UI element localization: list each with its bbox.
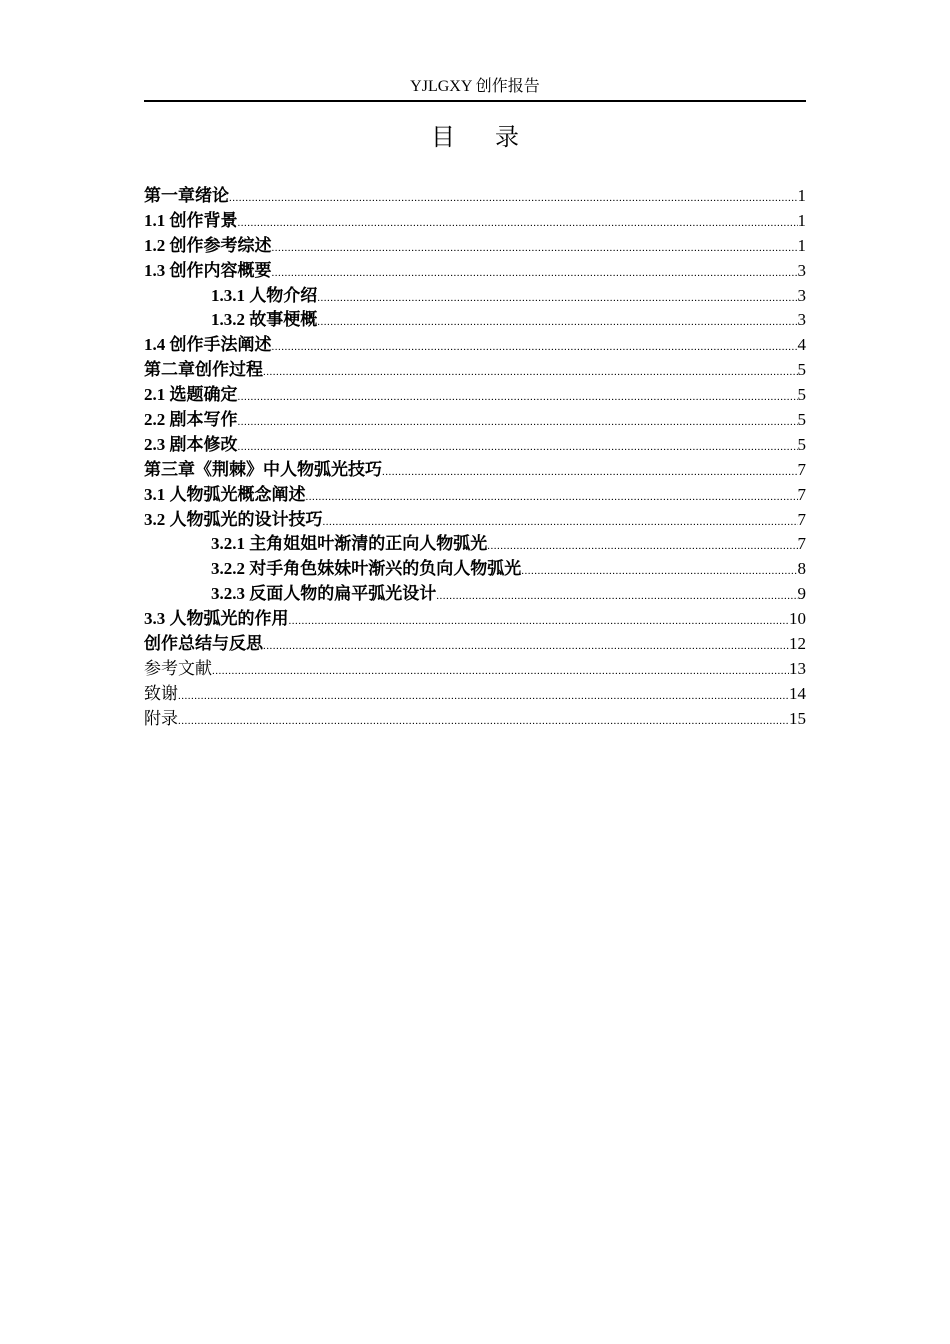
toc-entry-label: 第二章创作过程 [144,360,263,380]
toc-dot-leader [323,510,798,533]
toc-entry[interactable] [144,358,806,383]
toc-entry[interactable] [144,508,806,533]
toc-entry-label: 致谢 [144,683,178,703]
toc-entry-label: 1.4 创作手法阐述 [144,335,272,355]
toc-dot-leader [229,186,798,209]
toc-entry-page-number: 1 [797,210,806,230]
toc-dot-leader [436,584,797,607]
toc-entry-label: 3.2.3 反面人物的扁平弧光设计 [211,584,437,604]
toc-entry-label: 3.2.2 对手角色妹妹叶渐兴的负向人物弧光 [211,559,522,579]
toc-entry-page-number: 13 [789,658,806,678]
toc-entry-label: 1.3.1 人物介绍 [211,285,318,305]
toc-entry[interactable] [144,333,806,358]
toc-entry-page-number: 7 [797,509,806,529]
toc-dot-leader [487,534,797,557]
toc-entry[interactable] [144,234,806,259]
toc-entry-label: 2.3 剧本修改 [144,434,238,454]
toc-entry-label: 2.1 选题确定 [144,385,238,405]
toc-entry-label: 参考文献 [144,658,212,678]
toc-entry[interactable] [144,532,806,557]
toc-entry[interactable] [144,682,806,707]
toc-entry-page-number: 1 [797,186,806,205]
toc-entry-page-number: 5 [797,410,806,430]
toc-dot-leader [272,236,798,259]
toc-dot-leader [289,609,790,632]
toc-dot-leader [178,709,789,732]
toc-entry-page-number: 3 [797,260,806,280]
toc-dot-leader [317,310,797,333]
toc-entry-label: 第一章绪论 [144,186,229,205]
toc-entry-page-number: 15 [789,708,806,728]
toc-dot-leader [238,435,798,458]
toc-entry-page-number: 5 [797,385,806,405]
toc-entry-label: 创作总结与反思 [144,634,263,654]
toc-entry-label: 3.2.1 主角姐姐叶渐清的正向人物弧光 [211,534,488,554]
toc-entry-page-number: 12 [789,634,806,654]
toc-entry[interactable] [144,259,806,284]
toc-entry-label: 1.3.2 故事梗概 [211,310,318,330]
toc-entry[interactable] [144,607,806,632]
toc-entry-label: 3.2 人物弧光的设计技巧 [144,509,323,529]
toc-entry[interactable] [144,308,806,333]
toc-entry[interactable] [144,184,806,209]
toc-dot-leader [263,360,798,383]
toc-dot-leader [212,659,789,682]
toc-entry-page-number: 3 [797,285,806,305]
toc-entry-label: 3.3 人物弧光的作用 [144,609,289,629]
toc-entry-label: 2.2 剧本写作 [144,410,238,430]
toc-dot-leader [317,286,797,309]
toc-entry[interactable] [144,632,806,657]
toc-entry[interactable] [144,284,806,309]
toc-entry[interactable] [144,657,806,682]
toc-dot-leader [263,634,789,657]
toc-entry-label: 1.3 创作内容概要 [144,260,272,280]
toc-entry-page-number: 7 [797,534,806,554]
toc-entry-page-number: 3 [797,310,806,330]
toc-entry-page-number: 5 [797,360,806,380]
toc-dot-leader [521,559,797,582]
toc-entry-page-number: 7 [797,484,806,504]
toc-entry[interactable] [144,707,806,732]
toc-entry-page-number: 8 [797,559,806,579]
toc-entry[interactable] [144,209,806,234]
toc-title: 目录 [431,123,559,151]
toc-entry[interactable] [144,458,806,483]
toc-entry[interactable] [144,483,806,508]
toc-dot-leader [306,485,798,508]
toc-dot-leader [272,335,798,358]
toc-dot-leader [238,211,798,234]
header-rule [144,100,806,102]
toc-entry-label: 第三章《荆棘》中人物弧光技巧 [144,459,382,479]
toc-entry[interactable] [144,408,806,433]
toc-entry-page-number: 7 [797,459,806,479]
toc-list [144,184,806,732]
toc-entry-page-number: 5 [797,434,806,454]
toc-dot-leader [272,261,798,284]
toc-entry-page-number: 14 [789,683,806,703]
toc-entry[interactable] [144,383,806,408]
toc-dot-leader [382,460,798,483]
toc-entry-page-number: 1 [797,235,806,255]
toc-entry[interactable] [144,433,806,458]
toc-entry-page-number: 10 [789,609,806,629]
toc-dot-leader [178,684,789,707]
toc-entry-label: 3.1 人物弧光概念阐述 [144,484,306,504]
toc-entry[interactable] [144,582,806,607]
toc-dot-leader [238,385,798,408]
toc-entry-label: 1.1 创作背景 [144,210,238,230]
toc-dot-leader [238,410,798,433]
toc-entry-label: 1.2 创作参考综述 [144,235,272,255]
toc-entry-label: 附录 [144,708,178,728]
toc-entry[interactable] [144,557,806,582]
toc-entry-page-number: 9 [797,584,806,604]
page-header: YJLGXY 创作报告 [410,78,540,95]
toc-entry-page-number: 4 [797,335,806,355]
